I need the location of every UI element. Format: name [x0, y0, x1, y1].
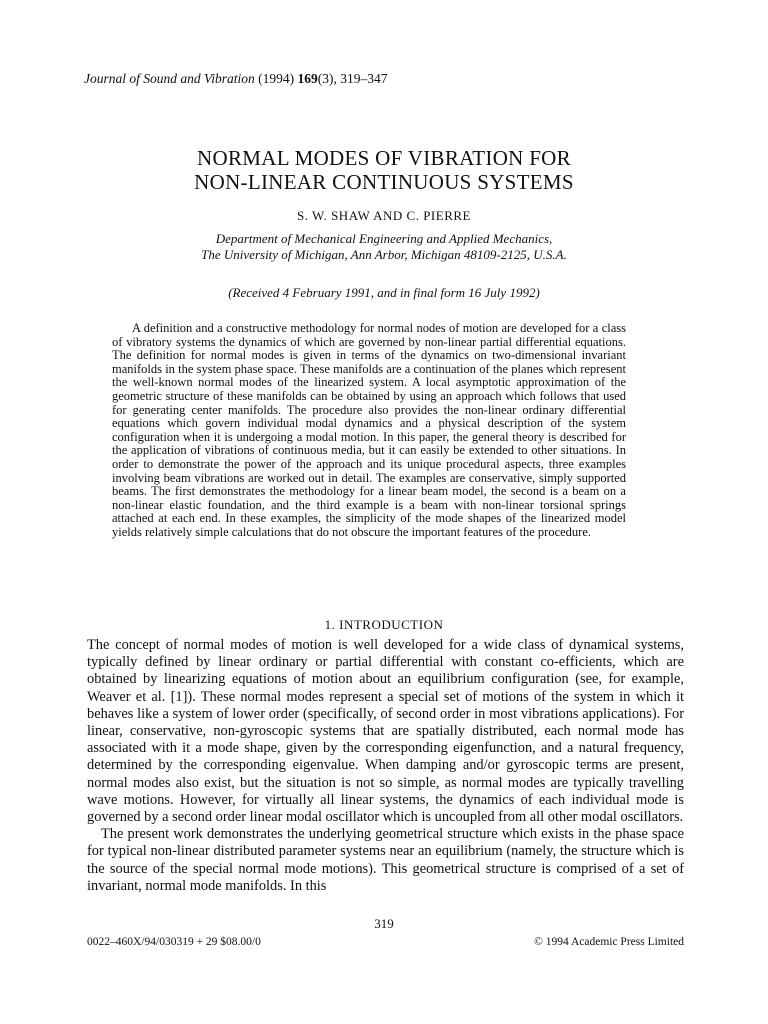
journal-volume: 169 — [297, 71, 318, 86]
title-line-2: NON-LINEAR CONTINUOUS SYSTEMS — [194, 170, 574, 194]
paper-title — [0, 146, 768, 194]
journal-year: (1994) — [258, 71, 295, 86]
footer-copyright: © 1994 Academic Press Limited — [534, 936, 684, 948]
abstract: A definition and a constructive methodology for normal nodes of motion are developed for a class of vibratory systems the dynamics of which are governed by non-linear partial differential equations. The definition for normal modes is given in terms of the dynamics on two-dimensional invariant manifolds in the system phase space. These manifolds are a continuation of the planes which represent the well-known normal modes of the linearized system. A local asymptotic approximation of the geometric structure of these manifolds can be obtained by using an approach which follows that used for generating center manifolds. The procedure also provides the non-linear ordinary differential equations which govern individual modal dynamics and a physical description of the system configuration when it is undergoing a modal motion. In this paper, the general theory is described for the application of vibrations of continuous media, but it can easily be extended to other situations. In order to demonstrate the power of the approach and its unique procedural aspects, three examples involving beam vibrations are worked out in detail. The examples are conservative, simply supported beams. The first demonstrates the methodology for a linear beam model, the second is a beam on a non-linear elastic foundation, and the third example is a beam with non-linear torsional springs attached at each end. In these examples, the simplicity of the mode shapes of the linearized model yields relatively simple calculations that do not obscure the important features of the procedure. — [112, 321, 626, 539]
affiliation-line-1: Department of Mechanical Engineering and Applied Mechanics, — [215, 231, 553, 246]
footer-code: 0022–460X/94/030319 + 29 $08.00/0 — [87, 936, 261, 948]
affiliation-line-2: The University of Michigan, Ann Arbor, Michigan 48109-2125, U.S.A. — [201, 247, 567, 262]
received-dates: (Received 4 February 1991, and in final form 16 July 1992) — [228, 285, 540, 300]
title-line-1: NORMAL MODES OF VIBRATION FOR — [197, 146, 571, 170]
section-heading-introduction: 1. INTRODUCTION — [324, 617, 444, 632]
introduction-body — [87, 637, 684, 895]
intro-paragraph-1: The concept of normal modes of motion is well developed for a wide class of dynamical systems, typically defined by linear ordinary or partial differential with constant co-efficients, which are obtained by linearizing equations of motion about an equilibrium configuration (see, for example, Weaver et al. [1]). These normal modes represent a special set of motions of the system in which it behaves like a system of lower order (specifically, of second order in most vibrations applications). For linear, conservative, non-gyroscopic systems that are spatially distributed, each normal mode has associated with it a mode shape, given by the corresponding eigenfunction, and a natural frequency, determined by the corresponding eigenvalue. When damping and/or gyroscopic terms are present, normal modes also exist, but the situation is not so simple, as normal modes are typically travelling wave motions. However, for virtually all linear systems, the dynamics of each individual mode is governed by a second order linear modal oscillator which is uncoupled from all other modal oscillators. — [87, 637, 684, 826]
intro-paragraph-2: The present work demonstrates the underlying geometrical structure which exists in the phase space for typical non-linear distributed parameter systems near an equilibrium (namely, the structure which is the source of the special normal mode motions). This geometrical structure is comprised of a set of invariant, normal mode manifolds. In this — [87, 826, 684, 894]
page-number: 319 — [374, 916, 394, 931]
affiliation — [0, 231, 768, 263]
journal-citation — [84, 71, 684, 87]
authors: S. W. SHAW AND C. PIERRE — [297, 208, 471, 223]
journal-issue-pages: (3), 319–347 — [317, 71, 388, 86]
journal-name: Journal of Sound and Vibration — [84, 71, 255, 86]
